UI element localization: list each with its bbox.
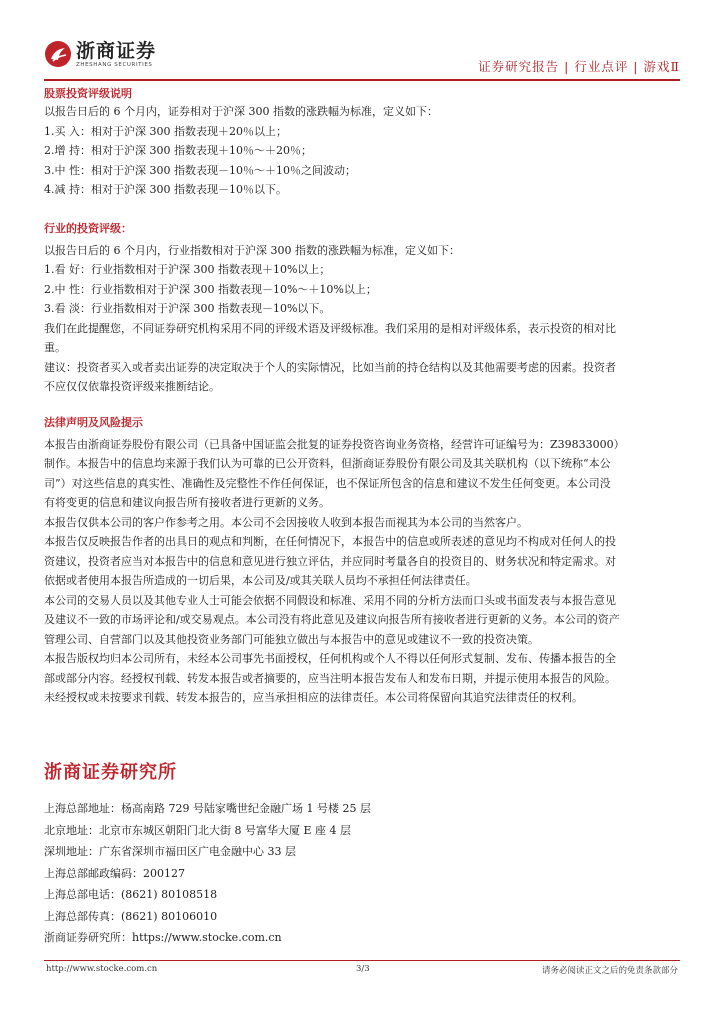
company-logo xyxy=(44,40,156,68)
legal-line: 依据或者使用本报告所造成的一切后果，本公司及/或其关联人员均不承担任何法律责任。 xyxy=(44,574,477,587)
disclaimer-content xyxy=(44,86,680,708)
report-category-breadcrumb: 证券研究报告 | 行业点评 | 游戏Ⅱ xyxy=(478,59,680,74)
page-number: 3/3 xyxy=(356,964,370,974)
legal-line: 本报告仅反映报告作者的出具日的观点和判断，在任何情况下，本报告中的信息或所表述的意见均不构成对任何人的投 xyxy=(44,535,616,548)
legal-line: 及建议不一致的市场评论和/或交易观点。本公司没有将此意见及建议向报告所有接收者进行更新的义务。本公司的资产 xyxy=(44,613,620,626)
contact-website-line: 浙商证券研究所：https://www.stocke.com.cn xyxy=(44,931,282,944)
header-divider xyxy=(44,79,680,81)
industry-rating-item: 2.中 性：行业指数相对于沪深 300 指数表现－10%～＋10%以上； xyxy=(44,282,377,296)
stock-rating-item: 2.增 持：相对于沪深 300 指数表现＋10％～＋20％； xyxy=(44,144,312,157)
industry-rating-intro: 以报告日后的 6 个月内，行业指数相对于沪深 300 指数的涨跌幅为标准，定义如下： xyxy=(44,243,460,257)
contact-line: 上海总部地址：杨高南路 729 号陆家嘴世纪金融广场 1 号楼 25 层 xyxy=(44,802,371,815)
legal-line: 未经授权或未按要求刊载、转发本报告的，应当承担相应的法律责任。本公司将保留向其追究法律责任的权利。 xyxy=(44,691,583,704)
industry-rating-note: 建议：投资者买入或者卖出证券的决定取决于个人的实际情况，比如当前的持仓结构以及其他需要考虑的因素。投资者 xyxy=(44,360,616,374)
footer-divider xyxy=(44,960,680,961)
industry-rating-note: 我们在此提醒您，不同证券研究机构采用不同的评级术语及评级标准。我们采用的是相对评级体系，表示投资的相对比 xyxy=(44,321,616,335)
legal-line: 有将变更的信息和建议向报告所有接收者进行更新的义务。 xyxy=(44,496,330,509)
institute-name: 浙商证券研究所 xyxy=(44,762,177,783)
stock-rating-item: 3.中 性：相对于沪深 300 指数表现－10％～＋10％之间波动； xyxy=(44,163,356,177)
industry-rating-note: 不应仅仅依靠投资评级来推断结论。 xyxy=(44,380,220,393)
footer-disclaimer-note: 请务必阅读正文之后的免责条款部分 xyxy=(541,966,678,976)
industry-rating-item: 3.看 淡：行业指数相对于沪深 300 指数表现－10%以下。 xyxy=(44,302,331,315)
contact-line: 上海总部邮政编码：200127 xyxy=(44,866,185,880)
logo-chinese-name: 浙商证券 xyxy=(76,39,157,62)
legal-line: 本报告仅供本公司的客户作参考之用。本公司不会因接收人收到本报告而视其为本公司的当然客户。 xyxy=(44,515,528,529)
legal-line: 本公司的交易人员以及其他专业人士可能会依据不同假设和标准、采用不同的分析方法而口头或书面发表与本报告意见 xyxy=(44,593,616,607)
stock-rating-item: 4.减 持：相对于沪深 300 指数表现－10％以下。 xyxy=(44,183,287,196)
legal-line: 制作。本报告中的信息均来源于我们认为可靠的已公开资料，但浙商证券股份有限公司及其关联机构（以下统称“本公 xyxy=(44,457,611,470)
legal-line: 本报告版权均归本公司所有，未经本公司事先书面授权，任何机构或个人不得以任何形式复制、发布、传播本报告的全 xyxy=(44,652,616,665)
contact-line: 深圳地址：广东省深圳市福田区广电金融中心 33 层 xyxy=(44,845,296,858)
legal-line: 资建议，投资者应当对本报告中的信息和意见进行独立评估，并应同时考量各自的投资目的、财务状况和特定需求。对 xyxy=(44,554,616,568)
stock-rating-intro: 以报告日后的 6 个月内，证券相对于沪深 300 指数的涨跌幅为标准，定义如下： xyxy=(44,105,438,118)
stock-rating-item: 1.买 入：相对于沪深 300 指数表现＋20％以上； xyxy=(44,124,287,138)
contact-line: 上海总部传真：(8621) 80106010 xyxy=(44,909,218,923)
legal-line: 管理公司、自营部门以及其他投资业务部门可能独立做出与本报告中的意见或建议不一致的投资决策。 xyxy=(44,632,539,646)
contact-line: 上海总部电话：(8621) 80108518 xyxy=(44,888,218,901)
institute-contacts xyxy=(44,798,371,949)
industry-rating-item: 1.看 好：行业指数相对于沪深 300 指数表现＋10%以上； xyxy=(44,263,331,276)
contact-line: 北京地址：北京市东城区朝阳门北大街 8 号富华大厦 E 座 4 层 xyxy=(44,823,352,837)
stock-rating-title: 股票投资评级说明 xyxy=(44,87,132,100)
page-header xyxy=(44,40,684,82)
footer-website-link[interactable]: http://www.stocke.com.cn xyxy=(46,964,158,974)
industry-rating-title: 行业的投资评级： xyxy=(44,221,132,235)
logo-english-name: ZHESHANG SECURITIES xyxy=(76,61,153,68)
industry-rating-note: 重。 xyxy=(44,341,66,354)
legal-line: 本报告由浙商证券股份有限公司（已具备中国证监会批复的证券投资咨询业务资格，经营许可证编号为：Z39833000） xyxy=(44,437,625,451)
legal-line: 部或部分内容。经授权刊载、转发本报告或者摘要的，应当注明本报告发布人和发布日期，并提示使用本报告的风险。 xyxy=(44,671,616,685)
zheshang-logo-icon xyxy=(44,40,72,68)
legal-title: 法律声明及风险提示 xyxy=(44,415,143,429)
legal-line: 司”）对这些信息的真实性、准确性及完整性不作任何保证，也不保证所包含的信息和建议不发生任何变更。本公司没 xyxy=(44,476,611,490)
